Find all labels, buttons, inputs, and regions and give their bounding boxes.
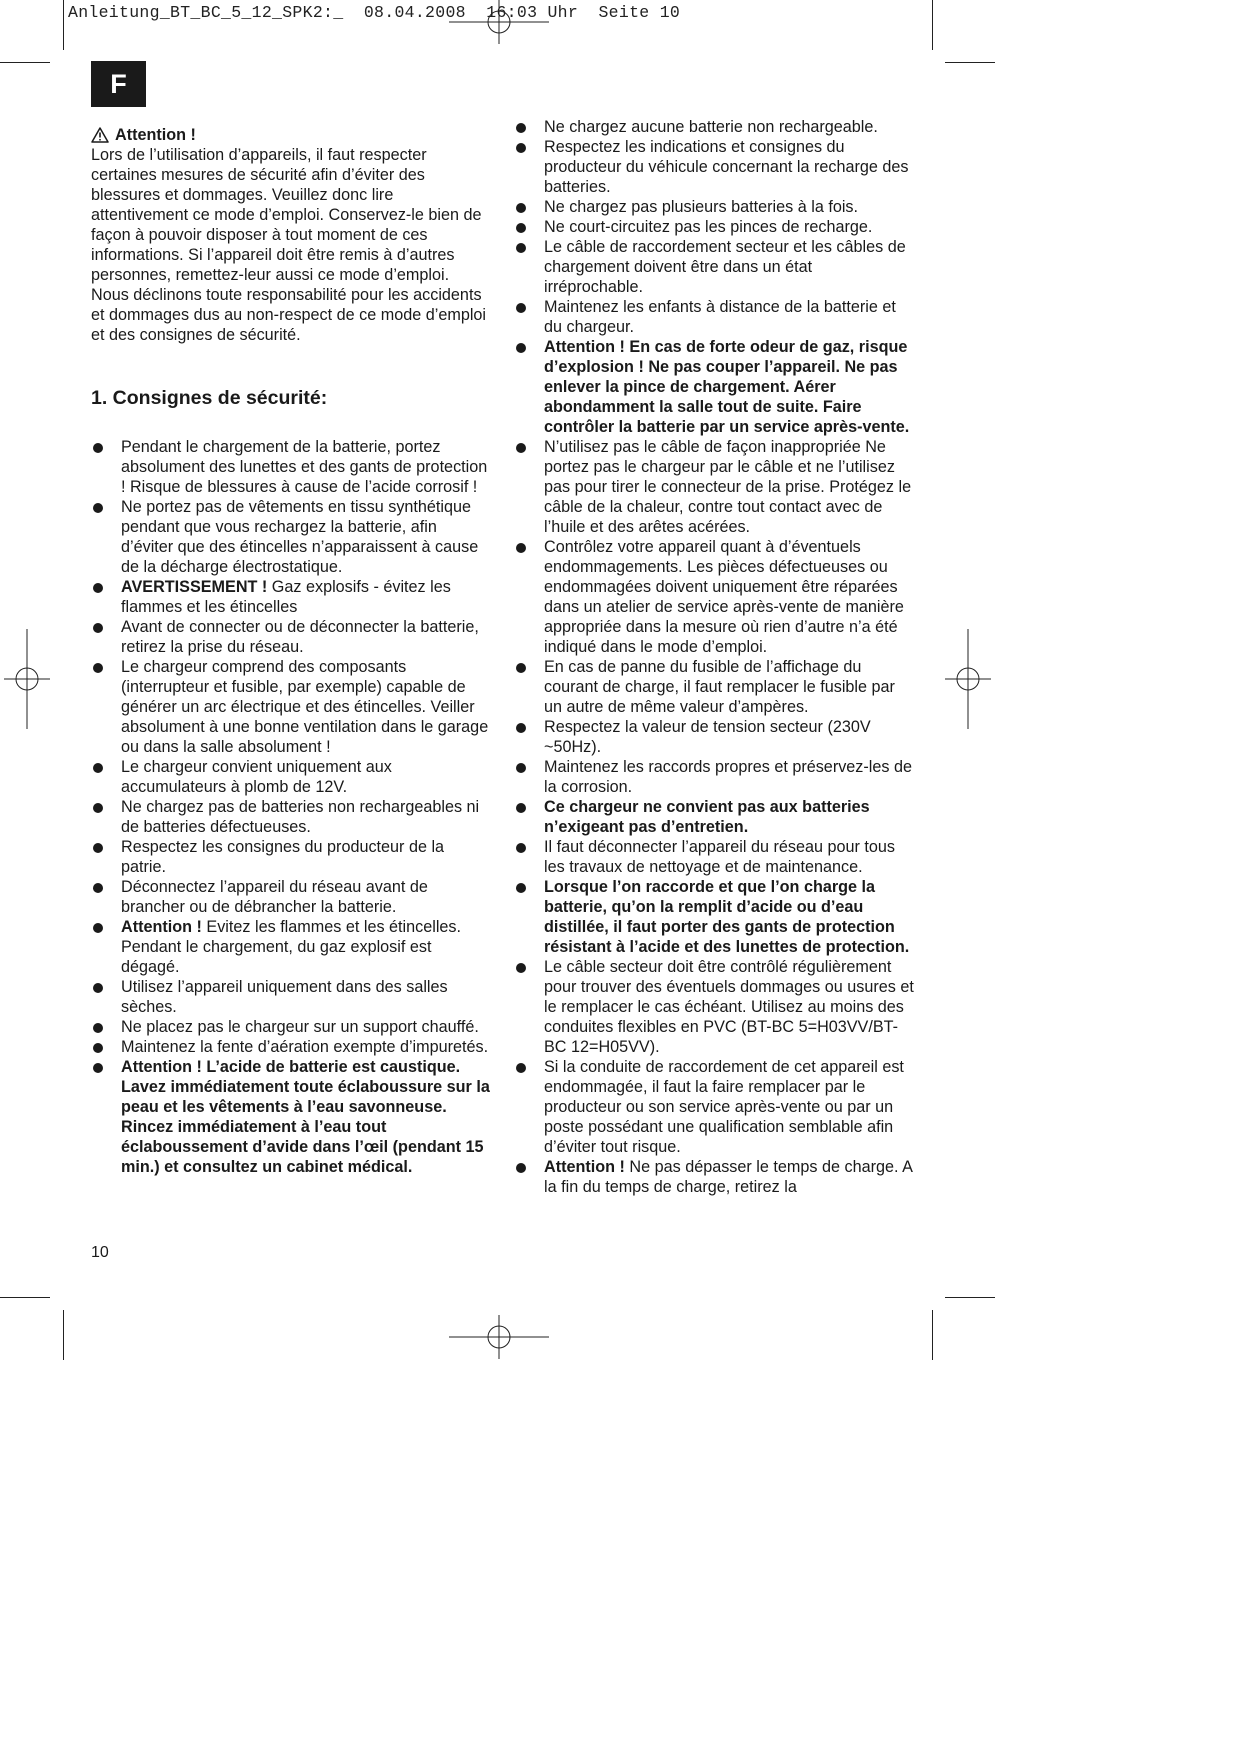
list-item-text: Contrôlez votre appareil quant à d’éventuels endommagements. Les pièces défectueuses ou endommagées doivent uniquement être réparées dans un atelier de service après-vente de manière appropriée dans la mesure où rien d’autre n’a été indiqué dans le mode d’emploi. [544, 538, 904, 656]
list-item-text: Il faut déconnecter l’appareil du réseau pour tous les travaux de nettoyage et de maintenance. [544, 838, 895, 876]
list-item [514, 537, 914, 657]
crop-mark [63, 1310, 64, 1360]
list-item-text: Respectez la valeur de tension secteur (230V ~50Hz). [544, 718, 871, 756]
list-item-text: Maintenez les enfants à distance de la batterie et du chargeur. [544, 298, 896, 336]
list-item [91, 577, 491, 617]
list-item-text: Ne chargez aucune batterie non rechargeable. [544, 118, 878, 136]
crop-mark [932, 0, 933, 50]
list-item-bold: Ce chargeur ne convient pas aux batteries n’exigeant pas d’entretien. [544, 798, 870, 836]
list-item [514, 1057, 914, 1157]
list-item-text: Le câble secteur doit être contrôlé régulièrement pour trouver des éventuels dommages ou usures et le remplacer le cas échéant. Utilisez au moins des conduites flexibles en PVC (BT-BC 5=H03VV/BT-BC 12=H05VV). [544, 958, 914, 1056]
list-item-text: Le câble de raccordement secteur et les câbles de chargement doivent être dans un état irréprochable. [544, 238, 906, 296]
crop-mark [63, 0, 64, 50]
list-item-text: Gaz explosifs - évitez les flammes et les étincelles [121, 578, 451, 616]
list-item [514, 957, 914, 1057]
crop-mark [932, 1310, 933, 1360]
list-item-text: Ne chargez pas de batteries non rechargeables ni de batteries défectueuses. [121, 798, 480, 836]
list-item-text: Ne pas dépasser le temps de charge. A la fin du temps de charge, retirez la [544, 1158, 912, 1196]
list-item [91, 977, 491, 1017]
list-item-text: Déconnectez l’appareil du réseau avant de brancher ou de débrancher la batterie. [121, 878, 428, 916]
crop-mark [0, 62, 50, 63]
list-item-bold: Attention ! [544, 1158, 625, 1176]
list-item-text: Respectez les consignes du producteur de la patrie. [121, 838, 445, 876]
list-item-text: Maintenez la fente d’aération exempte d’impuretés. [121, 1038, 489, 1056]
list-item-text: N’utilisez pas le câble de façon inappropriée Ne portez pas le chargeur par le câble et ne l’utilisez pas pour tirer le connecteur de la prise. Protégez le câble de la chaleur, contre tout contact avec de l’huile et des arêtes acérées. [544, 438, 912, 536]
section-title: 1. Consignes de sécurité: [91, 387, 328, 409]
list-item-text: Ne placez pas le chargeur sur un support chauffé. [121, 1018, 479, 1036]
list-item-bold: Lorsque l’on raccorde et que l’on charge la batterie, qu’on la remplit d’acide ou d’eau distillée, il faut porter des gants de protection résistant à l’acide et des lunettes de protection. [544, 878, 910, 956]
right-column [514, 117, 914, 1197]
list-item [514, 237, 914, 297]
list-item [91, 657, 491, 757]
registration-mark-icon [4, 629, 50, 729]
list-item [514, 1157, 914, 1197]
list-item [91, 797, 491, 837]
crop-mark [945, 62, 995, 63]
list-item [514, 197, 914, 217]
list-item-text: Le chargeur convient uniquement aux accumulateurs à plomb de 12V. [121, 758, 392, 796]
list-item [514, 217, 914, 237]
list-item [91, 757, 491, 797]
list-item-text: Avant de connecter ou de déconnecter la batterie, retirez la prise du réseau. [121, 618, 479, 656]
print-slug: Anleitung_BT_BC_5_12_SPK2:_ 08.04.2008 16:03 Uhr Seite 10 [68, 3, 681, 22]
list-item [514, 337, 914, 437]
list-item [91, 1057, 491, 1177]
list-item-text: Ne chargez pas plusieurs batteries à la fois. [544, 198, 859, 216]
list-item [514, 437, 914, 537]
registration-mark-icon [945, 629, 991, 729]
attention-heading [91, 125, 491, 145]
safety-list-left [91, 437, 491, 1177]
crop-mark [945, 1297, 995, 1298]
list-item-text: Le chargeur comprend des composants (interrupteur et fusible, par exemple) capable de générer un arc électrique et des étincelles. Veiller absolument à une bonne ventilation dans le garage ou dans la salle absolument ! [121, 658, 489, 756]
list-item [514, 717, 914, 757]
list-item-bold: Attention ! L’acide de batterie est caustique. Lavez immédiatement toute éclaboussure sur la peau et les vêtements à l’eau savonneuse. Rincez immédiatement à l’eau tout éclaboussement d’avide dans l’œil (pendant 15 min.) et consultez un cabinet médical. [121, 1058, 490, 1176]
list-item-text: Ne portez pas de vêtements en tissu synthétique pendant que vous rechargez la batterie, afin d’éviter que des étincelles n’apparaissent à cause de la décharge électrostatique. [121, 498, 479, 576]
list-item [514, 117, 914, 137]
list-item [514, 797, 914, 837]
list-item-text: Si la conduite de raccordement de cet appareil est endommagée, il faut la faire remplacer par le producteur ou son service après-vente ou par un poste possédant une qualification semblable afin d’éviter tout risque. [544, 1058, 904, 1156]
list-item [514, 877, 914, 957]
list-item [514, 657, 914, 717]
registration-mark-icon [449, 1315, 549, 1359]
list-item [91, 1037, 491, 1057]
page-number: 10 [91, 1244, 109, 1261]
list-item-text: Pendant le chargement de la batterie, portez absolument des lunettes et des gants de protection ! Risque de blessures à cause de l’acide corrosif ! [121, 438, 488, 496]
list-item-bold: Attention ! En cas de forte odeur de gaz, risque d’explosion ! Ne pas couper l’appareil. Ne pas enlever la pince de chargement. Aérer abondamment la salle tout de suite. Faire contrôler la batterie par un service après-vente. [544, 338, 910, 436]
language-tag: F [91, 61, 146, 107]
left-column [91, 125, 491, 1177]
list-item [514, 837, 914, 877]
list-item [514, 297, 914, 337]
list-item-text: Utilisez l’appareil uniquement dans des salles sèches. [121, 978, 448, 1016]
list-item [91, 917, 491, 977]
list-item-text: Evitez les flammes et les étincelles. Pendant le chargement, du gaz explosif est dégagé. [121, 918, 462, 976]
list-item [514, 757, 914, 797]
list-item-text: En cas de panne du fusible de l’affichage du courant de charge, il faut remplacer le fusible par un autre de même valeur d’ampères. [544, 658, 895, 716]
list-item [91, 497, 491, 577]
list-item-text: Respectez les indications et consignes du producteur du véhicule concernant la recharge des batteries. [544, 138, 909, 196]
list-item [91, 1017, 491, 1037]
list-item-text: Ne court-circuitez pas les pinces de recharge. [544, 218, 873, 236]
list-item-bold: AVERTISSEMENT ! [121, 578, 268, 596]
registration-mark-icon [449, 0, 549, 44]
crop-mark [0, 1297, 50, 1298]
attention-text: Lors de l’utilisation d’appareils, il faut respecter certaines mesures de sécurité afin d’éviter des blessures et dommages. Veuillez donc lire attentivement ce mode d’emploi. Conservez-le bien de façon à pouvoir disposer à tout moment de ces informations. Si l’appareil doit être remis à d’autres personnes, remettez-leur aussi ce mode d’emploi. Nous déclinons toute responsabilité pour les accidents et dommages dus au non-respect de ce mode d’emploi et des consignes de sécurité. [91, 146, 487, 344]
list-item [514, 137, 914, 197]
list-item-text: Maintenez les raccords propres et préservez-les de la corrosion. [544, 758, 912, 796]
list-item [91, 837, 491, 877]
safety-list-right [514, 117, 914, 1197]
warning-triangle-icon [91, 127, 109, 143]
list-item-bold: Attention ! [121, 918, 202, 936]
list-item [91, 617, 491, 657]
list-item [91, 877, 491, 917]
list-item [91, 437, 491, 497]
attention-title: Attention ! [115, 126, 196, 144]
